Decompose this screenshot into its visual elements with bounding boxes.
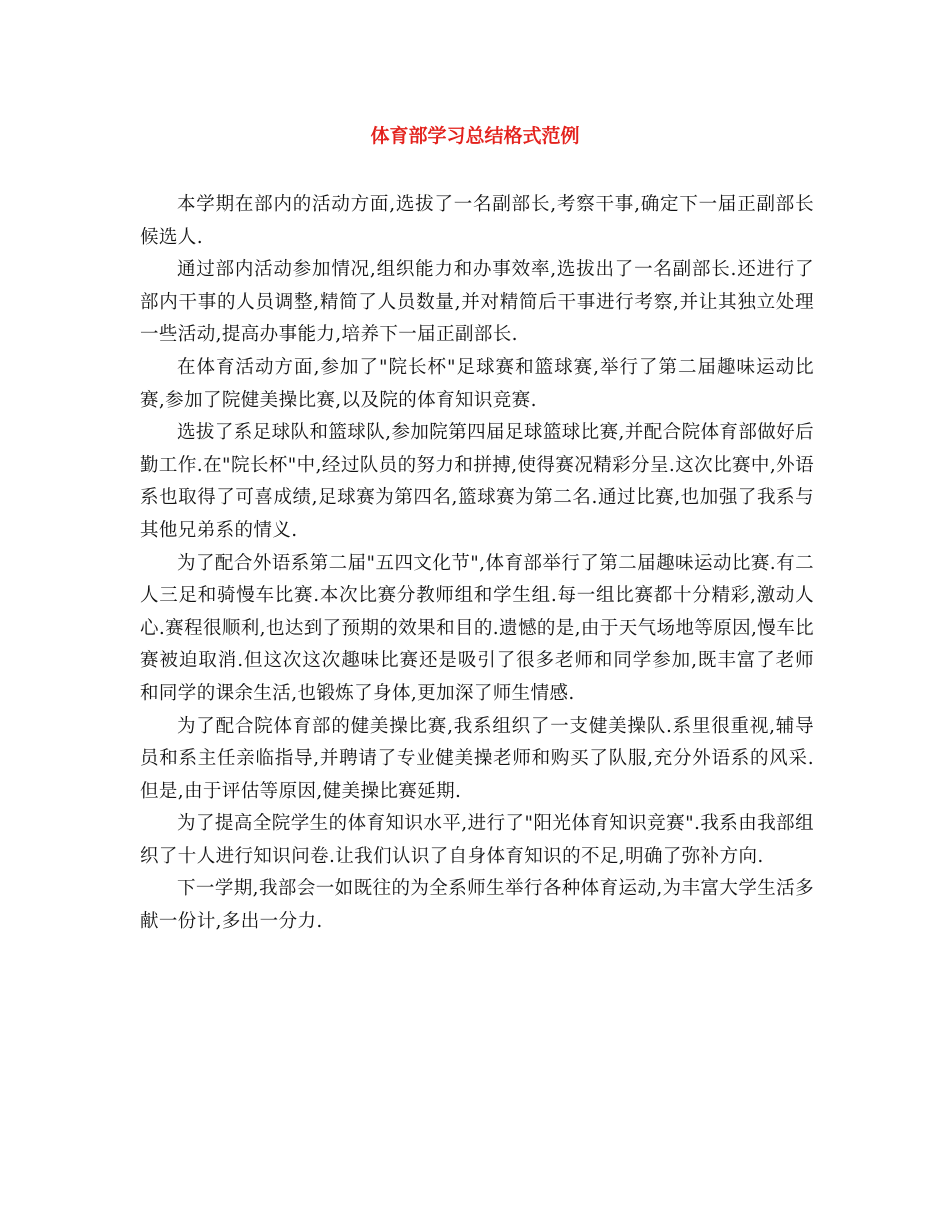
paragraph-6: 为了配合院体育部的健美操比赛,我系组织了一支健美操队.系里很重视,辅导员和系主任亲临指导,并聘请了专业健美操老师和购买了队服,充分外语系的风采.但是,由于评估等原因,健美操比赛延期. (140, 715, 814, 802)
paragraph-7: 为了提高全院学生的体育知识水平,进行了"阳光体育知识竞赛".我系由我部组织了十人进行知识问卷.让我们认识了自身体育知识的不足,明确了弥补方向. (140, 813, 814, 867)
paragraph-1: 本学期在部内的活动方面,选拔了一名副部长,考察干事,确定下一届正副部长候选人. (140, 194, 814, 248)
paragraph-8: 下一学期,我部会一如既往的为全系师生举行各种体育运动,为丰富大学生活多献一份计,多出一分力. (140, 878, 814, 933)
document-body (140, 189, 814, 939)
paragraph-5: 为了配合外语系第二届"五四文化节",体育部举行了第二届趣味运动比赛.有二人三足和骑慢车比赛.本次比赛分教师组和学生组.每一组比赛都十分精彩,激动人心.赛程很顺利,也达到了预期的效果和目的.遗憾的是,由于天气场地等原因,慢车比赛被迫取消.但这次这次趣味比赛还是吸引了很多老师和同学参加,既丰富了老师和同学的课余生活,也锻炼了身体,更加深了师生情感. (140, 552, 815, 704)
document-title: 体育部学习总结格式范例 (370, 125, 580, 147)
paragraph-4: 选拔了系足球队和篮球队,参加院第四届足球篮球比赛,并配合院体育部做好后勤工作.在"院长杯"中,经过队员的努力和拼搏,使得赛况精彩分呈.这次比赛中,外语系也取得了可喜成绩,足球赛为第四名,篮球赛为第二名.通过比赛,也加强了我系与其他兄弟系的情义. (140, 422, 814, 541)
paragraph-2: 通过部内活动参加情况,组织能力和办事效率,选拔出了一名副部长.还进行了部内干事的人员调整,精简了人员数量,并对精简后干事进行考察,并让其独立处理一些活动,提高办事能力,培养下一届正副部长. (140, 259, 814, 346)
paragraph-3: 在体育活动方面,参加了"院长杯"足球赛和篮球赛,举行了第二届趣味运动比赛,参加了院健美操比赛,以及院的体育知识竞赛. (140, 356, 814, 411)
